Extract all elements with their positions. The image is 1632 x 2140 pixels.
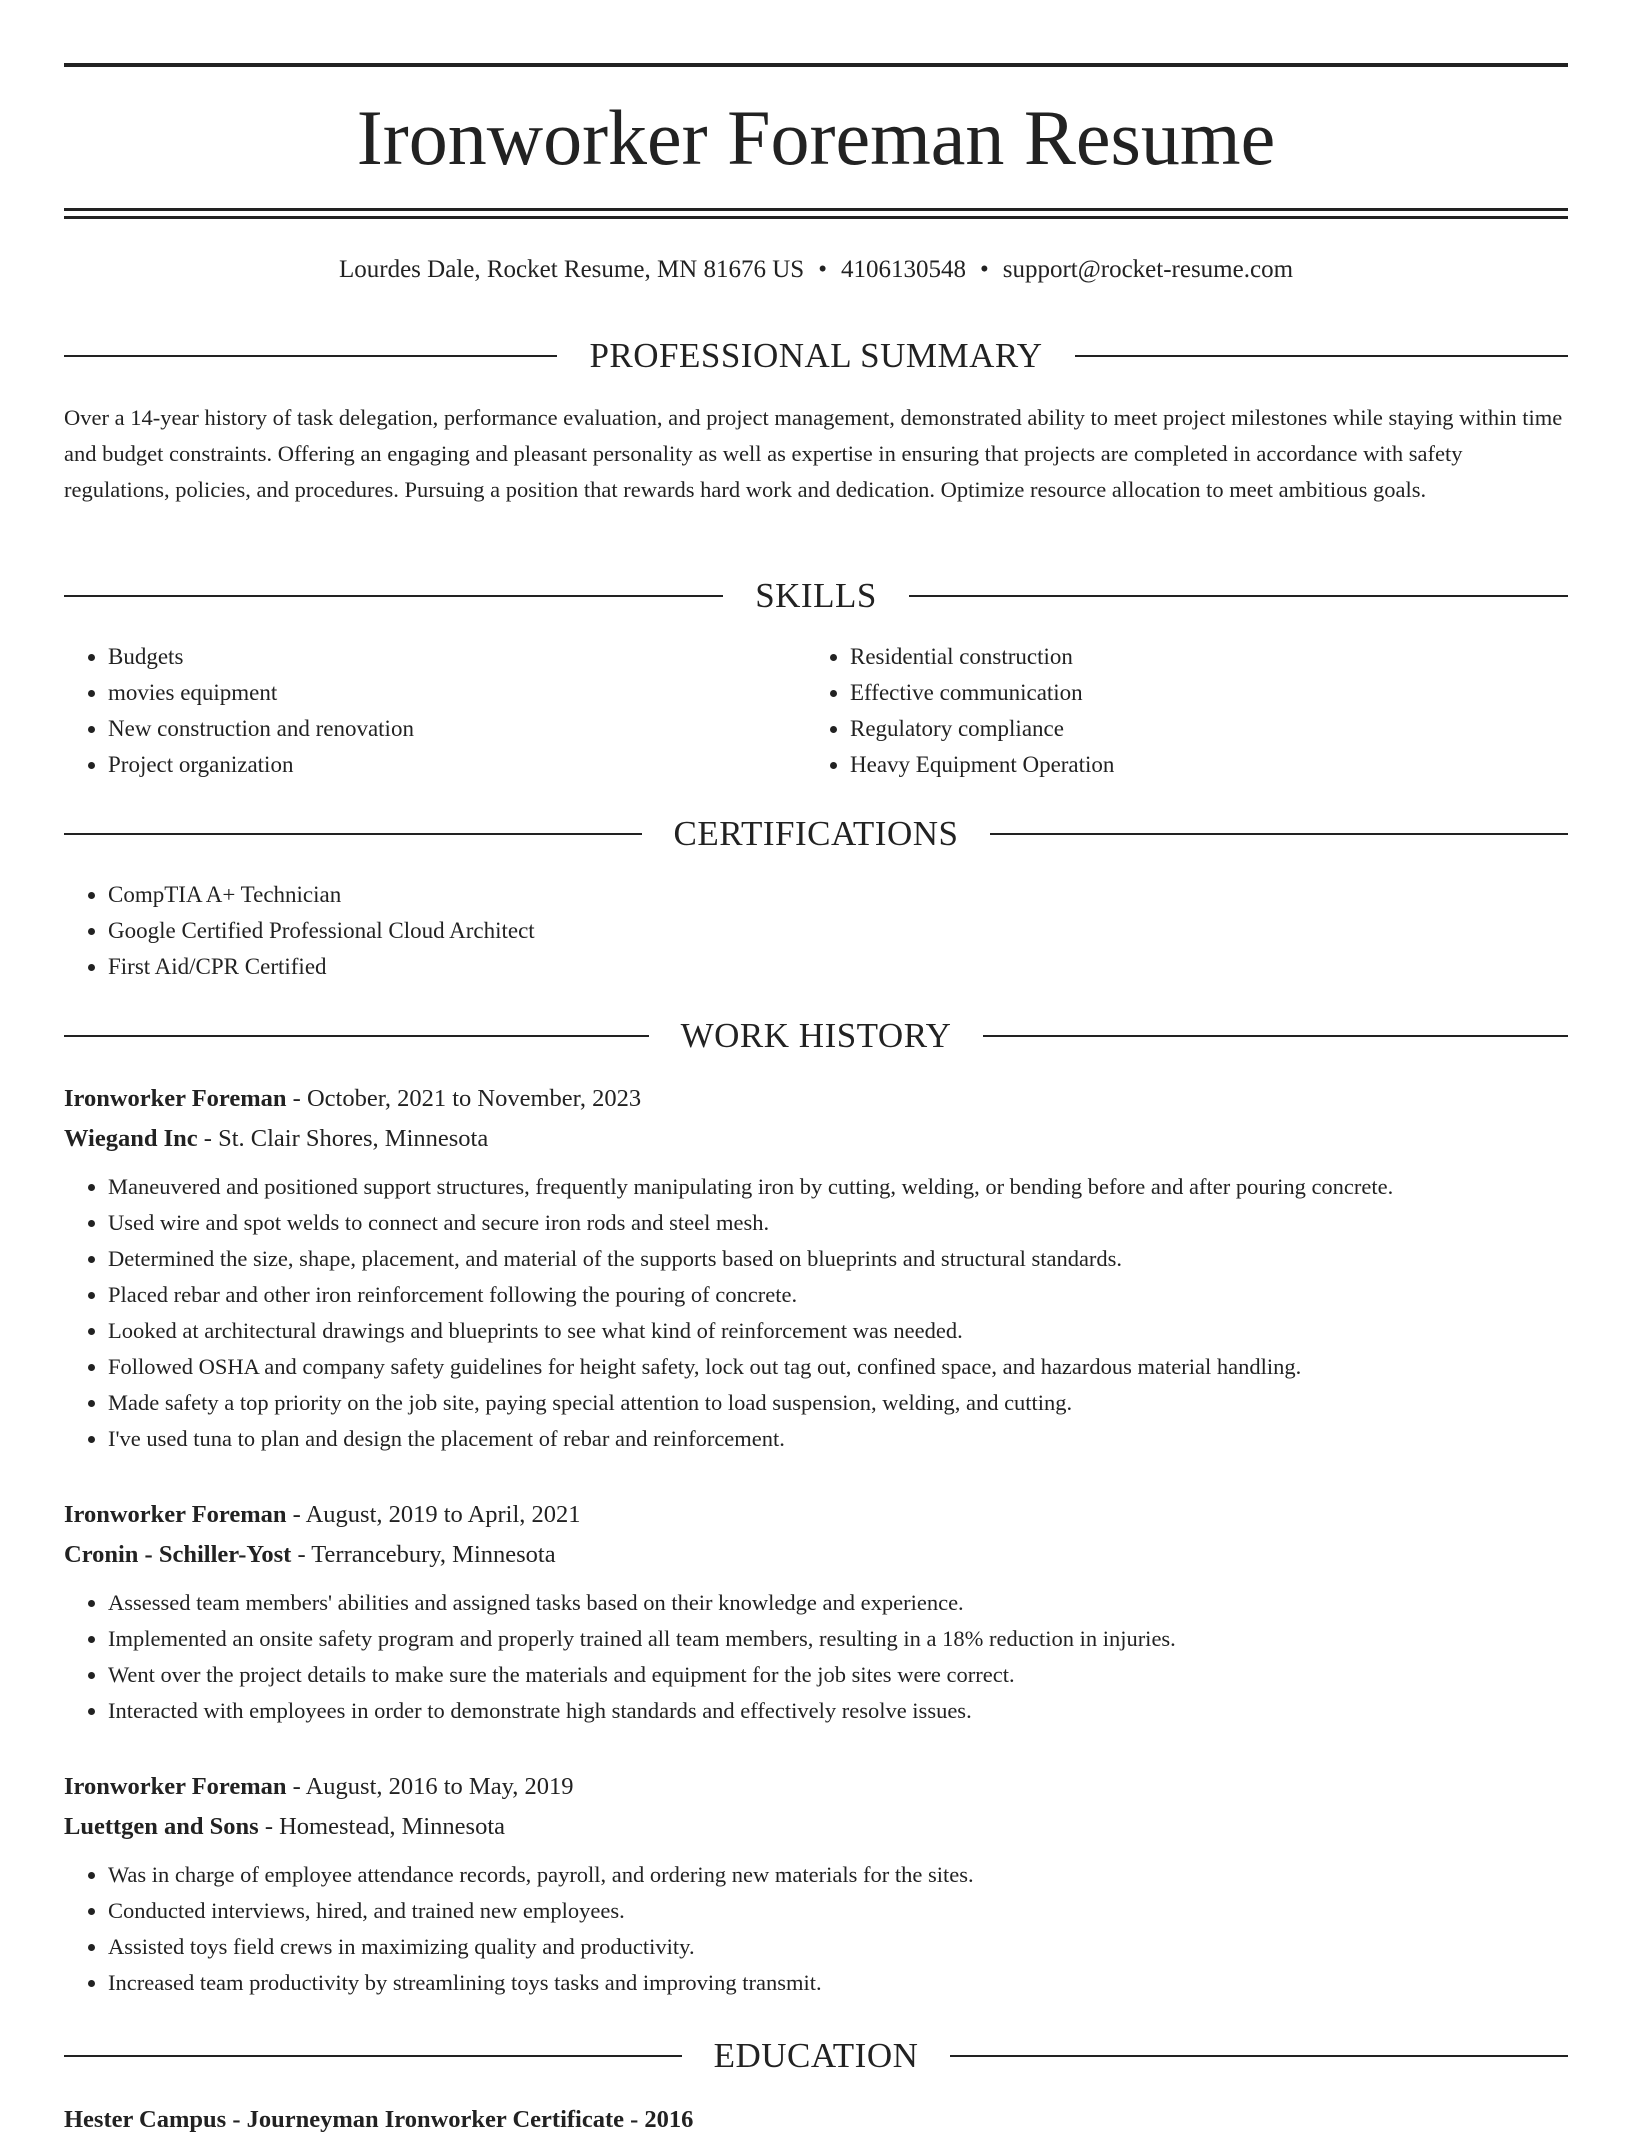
job-location: - Homestead, Minnesota xyxy=(258,1813,506,1840)
skill-item: • Budgets xyxy=(108,639,804,675)
work-history-heading xyxy=(64,1014,1568,1058)
job-company: Cronin - Schiller-Yost xyxy=(64,1541,292,1568)
job-bullet: • Maneuvered and positioned support structures, frequently manipulating iron by cutting, welding, or bending before and after pouring concrete. xyxy=(108,1169,1568,1205)
certification-item: • First Aid/CPR Certified xyxy=(108,949,1568,985)
job-dates: - August, 2016 to May, 2019 xyxy=(286,1773,574,1800)
education-heading xyxy=(64,2034,1568,2078)
contact-separator: • xyxy=(818,256,827,283)
skills-list-left xyxy=(64,639,804,783)
job-bullet: • Conducted interviews, hired, and trained new employees. xyxy=(108,1893,1568,1929)
heading-rule xyxy=(909,595,1568,597)
heading-rule xyxy=(64,833,642,835)
certifications-heading xyxy=(64,812,1568,856)
job-bullet: • Looked at architectural drawings and blueprints to see what kind of reinforcement was needed. xyxy=(108,1313,1568,1349)
job-entry xyxy=(64,1767,1568,2001)
job-bullet: • Increased team productivity by streamlining toys tasks and improving transmit. xyxy=(108,1965,1568,2001)
job-title-line xyxy=(64,1079,1568,1119)
work-history-heading-label: WORK HISTORY xyxy=(680,1016,952,1055)
job-title-line xyxy=(64,1767,1568,1807)
job-bullets xyxy=(64,1585,1568,1729)
heading-rule xyxy=(64,1035,649,1037)
contact-email: support@rocket-resume.com xyxy=(1002,256,1294,283)
job-role: Ironworker Foreman xyxy=(64,1773,287,1800)
job-bullets xyxy=(64,1857,1568,2001)
heading-rule xyxy=(1075,355,1568,357)
summary-heading xyxy=(64,334,1568,378)
certification-item: • CompTIA A+ Technician xyxy=(108,877,1568,913)
skills-list-right xyxy=(806,639,1568,783)
skills-heading-label: SKILLS xyxy=(755,576,877,615)
skill-item: • Residential construction xyxy=(850,639,1568,675)
job-dates: - October, 2021 to November, 2023 xyxy=(286,1085,642,1112)
skill-item: • New construction and renovation xyxy=(108,711,804,747)
job-bullet: • Interacted with employees in order to demonstrate high standards and effectively resolve issues. xyxy=(108,1693,1568,1729)
certifications-list xyxy=(64,877,1568,985)
job-role: Ironworker Foreman xyxy=(64,1501,287,1528)
certification-item: • Google Certified Professional Cloud Architect xyxy=(108,913,1568,949)
job-bullet: • Determined the size, shape, placement, and material of the supports based on blueprints and structural standards. xyxy=(108,1241,1568,1277)
job-bullets xyxy=(64,1169,1568,1457)
summary-text: Over a 14-year history of task delegation, performance evaluation, and project management, demonstrated ability to meet project milestones while staying within time and budget constraints. Offering an engaging and pleasant personality as well as expertise in ensuring that projects are completed in accordance with safety regulations, policies, and procedures. Pursuing a position that rewards hard work and dedication. Optimize resource allocation to meet ambitious goals. xyxy=(64,405,1563,502)
job-company: Wiegand Inc xyxy=(64,1125,198,1152)
title-rule-upper xyxy=(64,208,1568,211)
job-bullet: • Assessed team members' abilities and assigned tasks based on their knowledge and experience. xyxy=(108,1585,1568,1621)
job-role: Ironworker Foreman xyxy=(64,1085,287,1112)
job-company-line xyxy=(64,1807,1568,1847)
job-bullet: • I've used tuna to plan and design the placement of rebar and reinforcement. xyxy=(108,1421,1568,1457)
skill-item: • Regulatory compliance xyxy=(850,711,1568,747)
top-rule xyxy=(64,63,1568,67)
job-company: Luettgen and Sons xyxy=(64,1813,259,1840)
job-location: - St. Clair Shores, Minnesota xyxy=(197,1125,489,1152)
job-bullet: • Made safety a top priority on the job site, paying special attention to load suspension, welding, and cutting. xyxy=(108,1385,1568,1421)
job-entry xyxy=(64,1079,1568,1457)
heading-rule xyxy=(950,2055,1568,2057)
job-bullet: • Was in charge of employee attendance records, payroll, and ordering new materials for the sites. xyxy=(108,1857,1568,1893)
skills-heading xyxy=(64,574,1568,618)
title-rule-lower xyxy=(64,216,1568,219)
contact-separator: • xyxy=(979,256,989,283)
heading-rule xyxy=(990,833,1568,835)
skill-item: • movies equipment xyxy=(108,675,804,711)
job-dates: - August, 2019 to April, 2021 xyxy=(286,1501,581,1528)
heading-rule xyxy=(64,595,723,597)
job-bullet: • Implemented an onsite safety program and properly trained all team members, resulting in a 18% reduction in injuries. xyxy=(108,1621,1568,1657)
contact-address: Lourdes Dale, Rocket Resume, MN 81676 US xyxy=(338,256,805,283)
job-bullet: • Placed rebar and other iron reinforcement following the pouring of concrete. xyxy=(108,1277,1568,1313)
education-heading-label: EDUCATION xyxy=(713,2036,919,2075)
heading-rule xyxy=(983,1035,1568,1037)
job-bullet: • Followed OSHA and company safety guidelines for height safety, lock out tag out, confined space, and hazardous material handling. xyxy=(108,1349,1568,1385)
job-bullet: • Went over the project details to make sure the materials and equipment for the job sites were correct. xyxy=(108,1657,1568,1693)
heading-rule xyxy=(64,355,557,357)
job-title-line xyxy=(64,1495,1568,1535)
job-entry xyxy=(64,1495,1568,1729)
page-title: Ironworker Foreman Resume xyxy=(356,94,1276,181)
education-entry-partial: Hester Campus - Journeyman Ironworker Certificate - 2016 xyxy=(64,2106,694,2133)
job-bullet: • Used wire and spot welds to connect and secure iron rods and steel mesh. xyxy=(108,1205,1568,1241)
contact-phone: 4106130548 xyxy=(840,256,966,283)
summary-heading-label: PROFESSIONAL SUMMARY xyxy=(589,336,1043,375)
skill-item: • Effective communication xyxy=(850,675,1568,711)
contact-line xyxy=(64,252,1568,288)
certifications-heading-label: CERTIFICATIONS xyxy=(673,814,959,853)
job-company-line xyxy=(64,1535,1568,1575)
job-bullet: • Assisted toys field crews in maximizing quality and productivity. xyxy=(108,1929,1568,1965)
heading-rule xyxy=(64,2055,682,2057)
job-company-line xyxy=(64,1119,1568,1159)
job-location: - Terrancebury, Minnesota xyxy=(291,1541,556,1568)
skill-item: • Project organization xyxy=(108,747,804,783)
skill-item: • Heavy Equipment Operation xyxy=(850,747,1568,783)
